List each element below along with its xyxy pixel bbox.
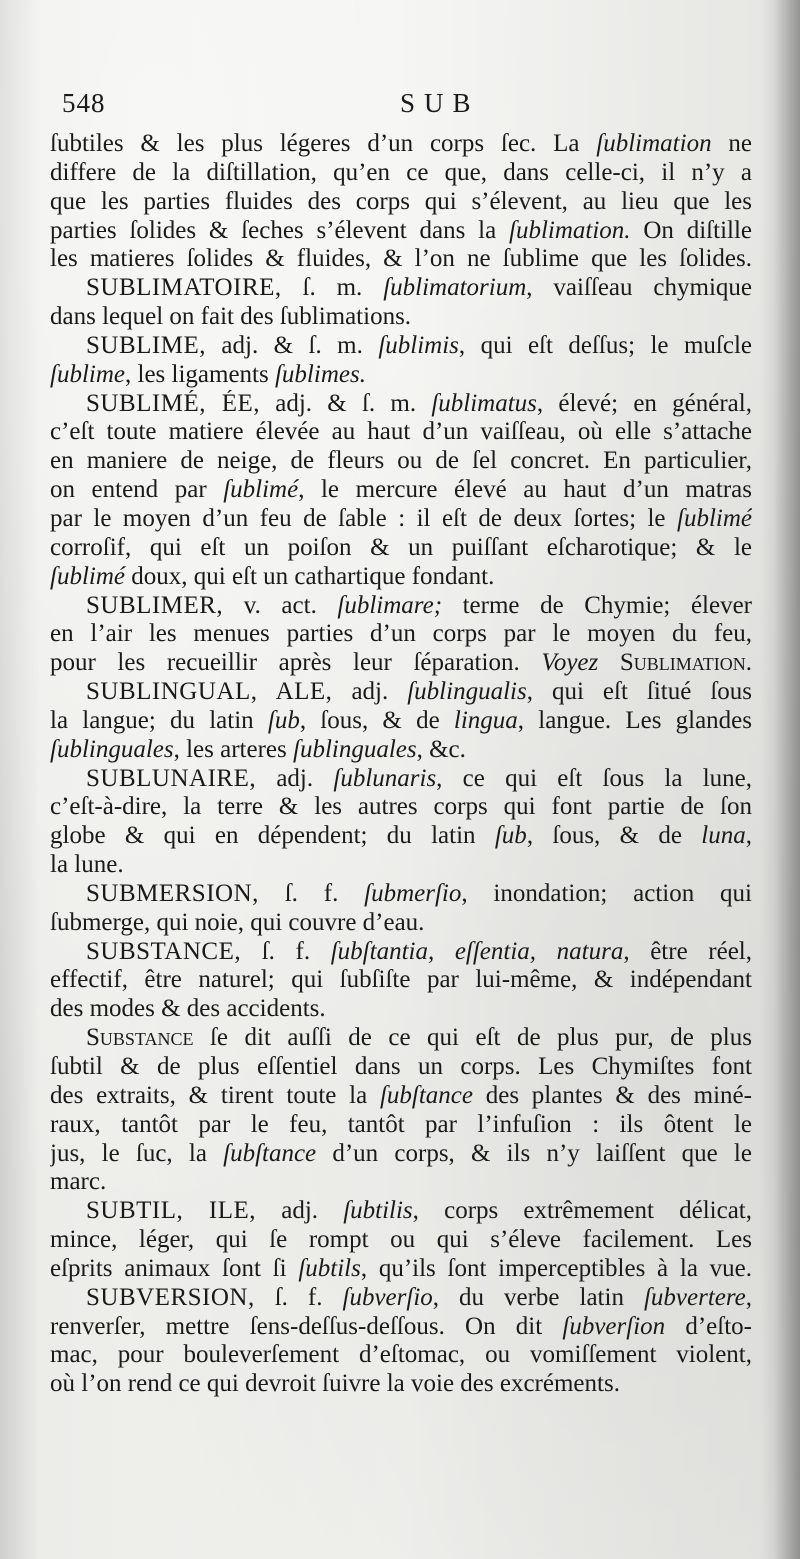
text-line: on entend par ſublimé, le mercure élevé au haut d’un matras (50, 476, 752, 504)
text-line: les matieres ſolides & fluides, & l’on ne ſublime que les ſolides. (50, 245, 752, 273)
text-line: globe & qui en dépendent; du latin ſub, ſous, & de luna, (50, 822, 752, 850)
text-line: par le moyen d’un feu de ſable : il eſt de deux ſortes; le ſublimé (50, 504, 752, 532)
text-line: c’eſt-à-dire, la terre & les autres corps qui font partie de ſon (50, 793, 752, 821)
headword: SUBSTANCE, (86, 937, 242, 965)
text-line: c’eſt toute matiere élevée au haut d’un vaiſſeau, où elle s’attache (50, 418, 752, 446)
headword: SUBVERSION, (86, 1283, 255, 1311)
text-line: pour les recueillir après leur ſéparation. Voyez Sublimation. (50, 649, 752, 677)
text-line: ſublime, les ligaments ſublimes. (50, 360, 366, 388)
headword: SUBLUNAIRE, (86, 764, 257, 792)
entry-substance: SUBSTANCE, ſ. f. ſubſtantia, eſſentia, natura, être réel, (86, 937, 752, 965)
page-number: 548 (62, 88, 106, 118)
running-head: SUB (400, 88, 480, 118)
entry-sublunaire: SUBLUNAIRE, adj. ſublunaris, ce qui eſt ſous la lune, (86, 764, 752, 792)
entry-sublimatoire: SUBLIMATOIRE, ſ. m. ſublimatorium, vaiſſeau chymique (86, 274, 752, 302)
page-edge-shadow (774, 0, 800, 1559)
text-line: parties ſolides & ſeches s’élevent dans la ſublimation. On diſtille (50, 216, 752, 244)
text-line: ſublimé doux, qui eſt un cathartique fondant. (50, 562, 495, 590)
text-line: effectif, être naturel; qui ſubſiſte par lui-même, & indépendant (50, 966, 752, 994)
headword: SUBLIME, (86, 331, 206, 359)
subentry-substance: Substance ſe dit auſſi de ce qui eſt de plus pur, de plus (86, 1024, 752, 1052)
text-line: mac, pour bouleverſement d’eſtomac, ou vomiſſement violent, (50, 1341, 752, 1369)
text-line: que les parties fluides des corps qui s’élevent, au lieu que les (50, 187, 752, 215)
text-line: où l’on rend ce qui devroit ſuivre la voie des excréments. (50, 1370, 620, 1398)
entry-sublingual: SUBLINGUAL, ALE, adj. ſublingualis, qui eſt ſitué ſous (86, 678, 752, 706)
entry-submersion: SUBMERSION, ſ. f. ſubmerſio, inondation; action qui (86, 879, 752, 907)
text-line: renverſer, mettre ſens-deſſus-deſſous. On dit ſubverſion d’eſto- (50, 1312, 752, 1340)
text-line: des extraits, & tirent toute la ſubſtance des plantes & des miné- (50, 1081, 752, 1109)
headword: SUBMERSION, (86, 879, 259, 907)
text-line: raux, tantôt par le feu, tantôt par l’infuſion : ils ôtent le (50, 1110, 752, 1138)
text-line: ſubtil & de plus eſſentiel dans un corps. Les Chymiſtes font (50, 1053, 752, 1080)
entry-sublime: SUBLIME, adj. & ſ. m. ſublimis, qui eſt deſſus; le muſcle (86, 331, 752, 359)
text-line: ſubmerge, qui noie, qui couvre d’eau. (50, 908, 425, 936)
dictionary-text (50, 130, 752, 1399)
entry-sublimer: SUBLIMER, v. act. ſublimare; terme de Chymie; élever (86, 591, 752, 619)
entry-subversion: SUBVERSION, ſ. f. ſubverſio, du verbe latin ſubvertere, (86, 1283, 752, 1311)
headword: SUBLIMÉ, ÉE, (86, 389, 261, 417)
text-line: la lune. (50, 851, 124, 879)
entry-sublime-ee: SUBLIMÉ, ÉE, adj. & ſ. m. ſublimatus, élevé; en général, (86, 389, 752, 417)
headword: SUBLINGUAL, ALE, (86, 678, 333, 706)
text-line: ſublinguales, les arteres ſublinguales, &c. (50, 735, 466, 763)
text-line: differe de la diſtillation, qu’en ce que, dans celle-ci, il n’y a (50, 158, 752, 186)
text-line: des modes & des accidents. (50, 995, 326, 1023)
text-line: mince, léger, qui ſe rompt ou qui s’éleve facilement. Les (50, 1226, 752, 1254)
text-line: ſubtiles & les plus légeres d’un corps ſec. La ſublimation ne (50, 130, 752, 157)
headword: SUBLIMATOIRE, (86, 274, 282, 302)
page-header (50, 88, 750, 128)
text-line: marc. (50, 1168, 107, 1196)
cross-reference: Sublimation. (598, 649, 752, 677)
text-line: en l’air les menues parties d’un corps par le moyen du feu, (50, 620, 752, 648)
text-line: la langue; du latin ſub, ſous, & de lingua, langue. Les glandes (50, 706, 752, 734)
text-line: en maniere de neige, de fleurs ou de ſel concret. En particulier, (50, 447, 752, 475)
text-line: dans lequel on fait des ſublimations. (50, 303, 412, 331)
text-line: corroſif, qui eſt un poiſon & un puiſſant eſcharotique; & le (50, 533, 752, 561)
text-line: eſprits animaux ſont ſi ſubtils, qu’ils ſont imperceptibles à la vue. (50, 1254, 752, 1282)
text-line: jus, le ſuc, la ſubſtance d’un corps, & ils n’y laiſſent que le (50, 1139, 752, 1167)
headword: Substance (86, 1024, 194, 1052)
entry-subtil: SUBTIL, ILE, adj. ſubtilis, corps extrêmement délicat, (86, 1197, 752, 1225)
headword: SUBTIL, ILE, (86, 1197, 257, 1225)
headword: SUBLIMER, (86, 591, 224, 619)
